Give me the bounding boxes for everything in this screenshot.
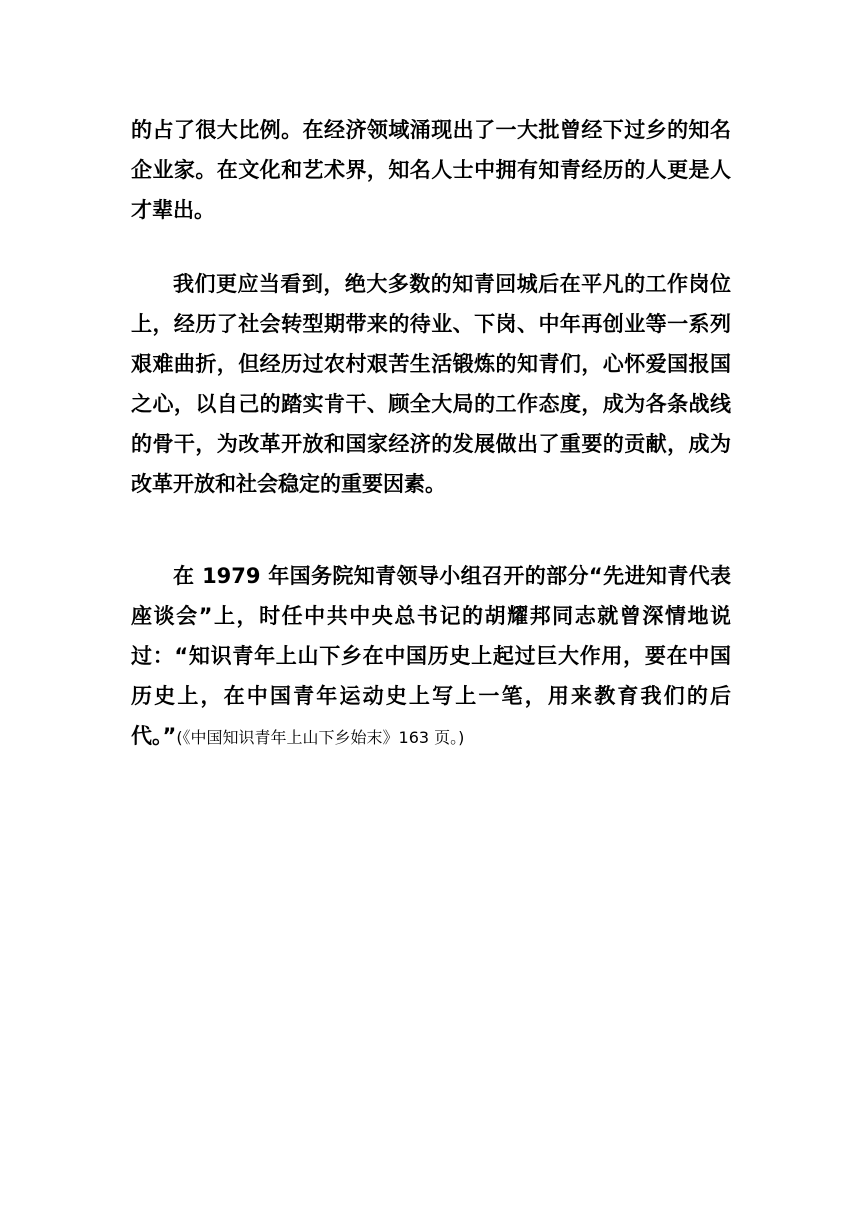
paragraph-2-text: 我们更应当看到，绝大多数的知青回城后在平凡的工作岗位上，经历了社会转型期带来的待业、下岗、中年再创业等一系列艰难曲折，但经历过农村艰苦生活锻炼的知青们，心怀爱国报国之心，以自己的踏实肯干、顾全大局的工作态度，成为各条战线的骨干，为改革开放和国家经济的发展做出了重要的贡献，成为改革开放和社会稳定的重要因素。 bbox=[131, 272, 731, 496]
paragraph-3-text: 在 1979 年国务院知青领导小组召开的部分“先进知青代表座谈会”上，时任中共中央总书记的胡耀邦同志就曾深情地说过：“知识青年上山下乡在中国历史上起过巨大作用，要在中国历史上，在中国青年运动史上写上一笔，用来教育我们的后代。” bbox=[131, 564, 731, 748]
paragraph-1-text: 的占了很大比例。在经济领域涌现出了一大批曾经下过乡的知名企业家。在文化和艺术界，知名人士中拥有知青经历的人更是人才辈出。 bbox=[131, 118, 731, 222]
paragraph-2 bbox=[131, 264, 731, 504]
paragraph-1 bbox=[131, 110, 731, 230]
paragraph-3-citation: (《中国知识青年上山下乡始末》163 页。) bbox=[176, 728, 465, 747]
paragraph-3 bbox=[131, 556, 731, 758]
